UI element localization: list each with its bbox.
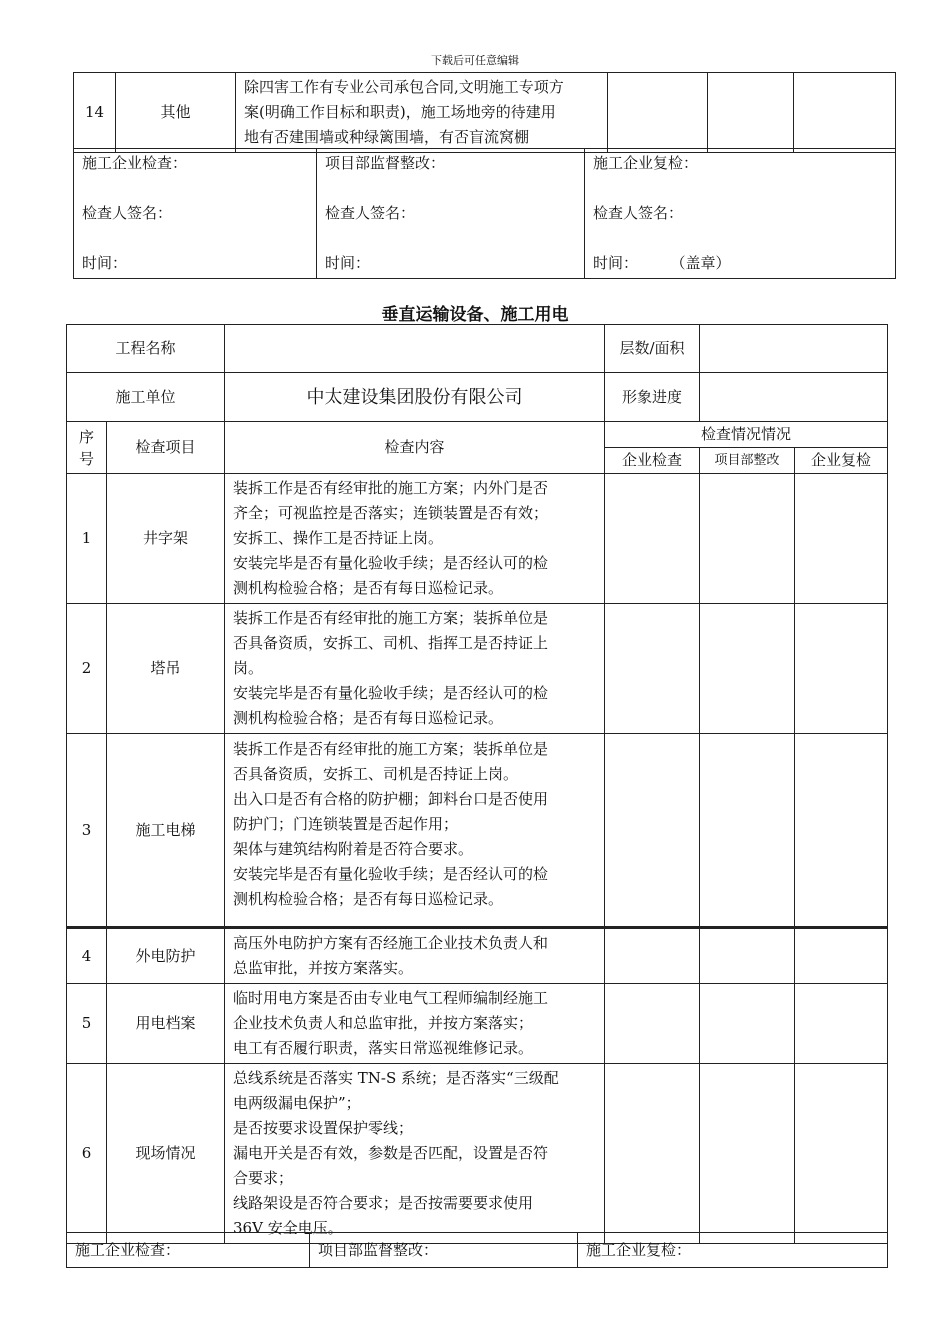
- content-line: 案(明确工作目标和职责)，施工场地旁的待建用: [244, 103, 556, 121]
- floors-value[interactable]: [700, 325, 888, 373]
- row-content: [225, 734, 605, 928]
- row-content: [225, 928, 605, 984]
- time-label: 时间：: [325, 254, 371, 272]
- section-title: 垂直运输设备、施工用电: [381, 305, 569, 325]
- check-cell[interactable]: [605, 984, 700, 1064]
- row-item: 其他: [116, 73, 236, 153]
- unit-label: 施工单位: [67, 373, 225, 422]
- info-row: [67, 325, 888, 373]
- row-item: 井字架: [107, 474, 225, 604]
- content-line: 装拆工作是否有经审批的施工方案；装拆单位是: [233, 609, 549, 627]
- content-line: 安装完毕是否有量化验收手续；是否经认可的检: [233, 865, 549, 883]
- row-content: [225, 604, 605, 734]
- content-line: 测机构检验合格；是否有每日巡检记录。: [233, 890, 504, 908]
- rectify-cell[interactable]: [700, 984, 795, 1064]
- row-number: 6: [67, 1064, 107, 1244]
- content-line: 岗。: [233, 659, 264, 677]
- time-label: 时间：: [82, 254, 128, 272]
- content-line: 出入口是否有合格的防护棚；卸料台口是否使用: [233, 790, 549, 808]
- rectify-cell: [708, 73, 794, 153]
- rectify-cell[interactable]: [700, 474, 795, 604]
- content-line: 电两级漏电保护”；: [233, 1094, 361, 1112]
- signer-label: 检查人签名：: [593, 204, 684, 222]
- enterprise-check-header: 企业检查: [605, 448, 700, 474]
- seq-header-char: 序: [78, 427, 94, 446]
- row-content: [225, 984, 605, 1064]
- content-line: 测机构检验合格；是否有每日巡检记录。: [233, 579, 504, 597]
- project-rectify-header: 项目部整改: [700, 448, 795, 474]
- table-row: [74, 73, 896, 153]
- content-line: 除四害工作有专业公司承包合同,文明施工专项方: [244, 78, 564, 96]
- recheck-cell[interactable]: [795, 928, 888, 984]
- content-line: 否具备资质，安拆工、司机是否持证上岗。: [233, 765, 519, 783]
- table-row: [67, 474, 888, 604]
- signer-label: 检查人签名：: [325, 204, 416, 222]
- time-label: 时间：: [593, 254, 639, 272]
- check-cell[interactable]: [605, 474, 700, 604]
- inspection-table: [66, 324, 888, 1244]
- content-line: 总监审批，并按方案落实。: [233, 959, 414, 977]
- footer-signature-row: [66, 1232, 888, 1268]
- signer-label: 检查人签名：: [82, 204, 173, 222]
- content-line: 线路架设是否符合要求；是否按需要要求使用: [233, 1194, 534, 1212]
- footer-project-rectify: 项目部监督整改：: [310, 1233, 578, 1268]
- sign-heading: 施工企业复检：: [593, 154, 699, 172]
- content-line: 测机构检验合格；是否有每日巡检记录。: [233, 709, 504, 727]
- content-line: 架体与建筑结构附着是否符合要求。: [233, 840, 474, 858]
- row-item: 现场情况: [107, 1064, 225, 1244]
- content-line: 装拆工作是否有经审批的施工方案；装拆单位是: [233, 740, 549, 758]
- row-number: 4: [67, 928, 107, 984]
- previous-table-last-row: [73, 72, 896, 153]
- content-line: 漏电开关是否有效，参数是否匹配，设置是否符: [233, 1144, 549, 1162]
- seq-header-char: 号: [78, 449, 94, 468]
- signature-block: [73, 148, 896, 279]
- content-line: 齐全；可视监控是否落实；连锁装置是否有效；: [233, 504, 549, 522]
- check-cell[interactable]: [605, 928, 700, 984]
- enterprise-recheck-header: 企业复检: [795, 448, 888, 474]
- footer-enterprise-recheck: 施工企业复检：: [578, 1233, 888, 1268]
- table-row: [67, 734, 888, 928]
- row-content: [225, 1064, 605, 1244]
- row-number: 14: [74, 73, 116, 153]
- seq-header: [67, 422, 107, 474]
- rectify-cell[interactable]: [700, 1064, 795, 1244]
- unit-value: 中太建设集团股份有限公司: [225, 373, 605, 422]
- sign-col-enterprise-recheck: [585, 149, 896, 279]
- row-number: 1: [67, 474, 107, 604]
- project-name-label: 工程名称: [67, 325, 225, 373]
- recheck-cell: [794, 73, 896, 153]
- row-item: 用电档案: [107, 984, 225, 1064]
- check-cell[interactable]: [605, 1064, 700, 1244]
- sign-heading: 施工企业检查：: [82, 154, 188, 172]
- sign-heading: 项目部监督整改：: [325, 154, 446, 172]
- page-header: 下载后可任意编辑: [431, 54, 519, 67]
- recheck-cell[interactable]: [795, 1064, 888, 1244]
- rectify-cell[interactable]: [700, 734, 795, 928]
- rectify-cell[interactable]: [700, 604, 795, 734]
- row-content: [225, 474, 605, 604]
- row-number: 5: [67, 984, 107, 1064]
- content-line: 企业技术负责人和总监审批，并按方案落实；: [233, 1014, 534, 1032]
- project-name-value[interactable]: [225, 325, 605, 373]
- table-row: [67, 984, 888, 1064]
- content-line: 高压外电防护方案有否经施工企业技术负责人和: [233, 934, 549, 952]
- content-line: 安拆工、操作工是否持证上岗。: [233, 529, 444, 547]
- row-content: [236, 73, 608, 153]
- row-item: 外电防护: [107, 928, 225, 984]
- check-cell[interactable]: [605, 734, 700, 928]
- content-line: 合要求；: [233, 1169, 294, 1187]
- stamp-label: （盖章）: [678, 254, 731, 272]
- info-row: [67, 373, 888, 422]
- content-line: 安装完毕是否有量化验收手续；是否经认可的检: [233, 554, 549, 572]
- rectify-cell[interactable]: [700, 928, 795, 984]
- table-row: [67, 928, 888, 984]
- table-row: [67, 1064, 888, 1244]
- content-line: 总线系统是否落实 TN-S 系统；是否落实“三级配: [233, 1069, 559, 1087]
- item-header: 检查项目: [107, 422, 225, 474]
- content-line: 36V 安全电压。: [233, 1219, 343, 1237]
- row-item: 施工电梯: [107, 734, 225, 928]
- floors-label: 层数/面积: [605, 325, 700, 373]
- footer-enterprise-check: 施工企业检查：: [67, 1233, 310, 1268]
- content-line: 否具备资质，安拆工、司机、指挥工是否持证上: [233, 634, 549, 652]
- content-line: 临时用电方案是否由专业电气工程师编制经施工: [233, 989, 549, 1007]
- row-number: 3: [67, 734, 107, 928]
- sign-col-project-rectify: [317, 149, 585, 279]
- recheck-cell[interactable]: [795, 604, 888, 734]
- check-cell: [608, 73, 708, 153]
- content-line: 电工有否履行职责，落实日常巡视维修记录。: [233, 1039, 534, 1057]
- check-cell[interactable]: [605, 604, 700, 734]
- recheck-cell[interactable]: [795, 734, 888, 928]
- content-line: 地有否建围墙或种绿篱围墙，有否盲流窝棚: [244, 128, 530, 146]
- progress-value[interactable]: [700, 373, 888, 422]
- content-line: 是否按要求设置保护零线；: [233, 1119, 414, 1137]
- status-header: 检查情况情况: [605, 422, 888, 448]
- table-row: [67, 604, 888, 734]
- sign-col-enterprise-check: [74, 149, 317, 279]
- row-number: 2: [67, 604, 107, 734]
- progress-label: 形象进度: [605, 373, 700, 422]
- recheck-cell[interactable]: [795, 984, 888, 1064]
- header-row: [67, 422, 888, 448]
- content-header: 检查内容: [225, 422, 605, 474]
- content-line: 防护门；门连锁装置是否起作用；: [233, 815, 459, 833]
- content-line: 装拆工作是否有经审批的施工方案；内外门是否: [233, 479, 549, 497]
- content-line: 安装完毕是否有量化验收手续；是否经认可的检: [233, 684, 549, 702]
- recheck-cell[interactable]: [795, 474, 888, 604]
- row-item: 塔吊: [107, 604, 225, 734]
